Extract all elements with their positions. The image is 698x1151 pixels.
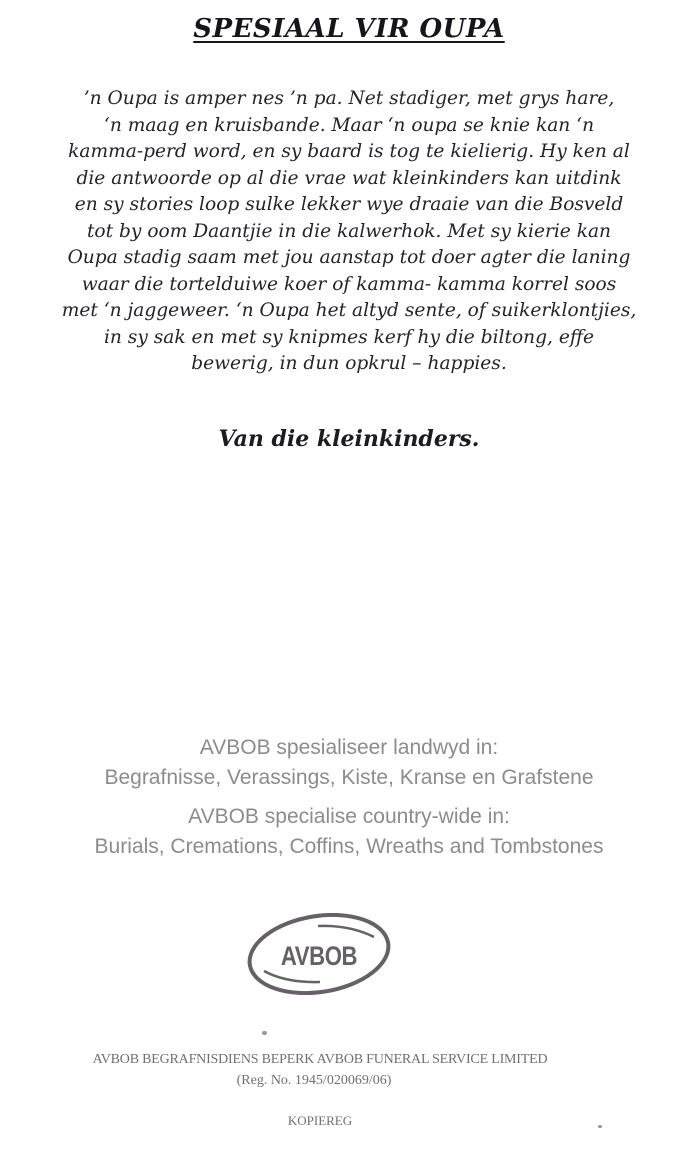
card-title: SPESIAAL VIR OUPA xyxy=(193,14,505,44)
poem-line: Oupa stadig saam met jou aanstap tot doer agter die laning xyxy=(67,247,631,268)
poem-line: die antwoorde op al die vrae wat kleinkinders kan uitdink xyxy=(76,167,622,189)
poem-line: met ‘n jaggeweer. ‘n Oupa het altyd sente, of suikerklontjies, xyxy=(61,300,637,321)
signoff: Van die kleinkinders. xyxy=(218,426,480,452)
poem-line: ‘n maag en kruisbande. Maar ‘n oupa se knie kan ‘n xyxy=(103,114,595,136)
services-english xyxy=(0,802,698,862)
poem-line: ’n Oupa is amper nes ’n pa. Net stadiger, met grys hare, xyxy=(83,88,615,109)
services-heading-en: AVBOB specialise country-wide in: xyxy=(188,805,510,828)
company-name: AVBOB BEGRAFNISDIENS BEPERK AVBOB FUNERAL SERVICE LIMITED xyxy=(92,1052,548,1067)
registration-number: (Reg. No. 1945/020069/06) xyxy=(236,1073,392,1088)
poem-line: tot by oom Daantjie in die kalwerhok. Met sy kierie kan xyxy=(86,220,612,242)
services-afrikaans xyxy=(0,733,698,793)
services-list-af: Begrafnisse, Verassings, Kiste, Kranse en Grafstene xyxy=(104,766,594,789)
poem-line: en sy stories loop sulke lekker wye draaie van die Bosveld xyxy=(74,194,624,215)
services-list-en: Burials, Cremations, Coffins, Wreaths and Tombstones xyxy=(94,835,604,858)
poem-line: bewerig, in dun opkrul – happies. xyxy=(191,353,507,374)
poem-line: waar die tortelduiwe koer of kamma- kamma korrel soos xyxy=(81,273,617,295)
services-heading-af: AVBOB spesialiseer landwyd in: xyxy=(199,736,499,759)
logo-wordmark: AVBOB xyxy=(280,941,358,971)
poem-text xyxy=(0,86,698,378)
poem-line: in sy sak en met sy knipmes kerf hy die biltong, effe xyxy=(103,326,595,348)
copyright-notice: KOPIEREG xyxy=(287,1113,353,1128)
poem-line: kamma-perd word, en sy baard is tog te kielierig. Hy ken al xyxy=(68,141,630,162)
print-speck xyxy=(262,1031,267,1035)
avbob-logo xyxy=(246,913,392,995)
